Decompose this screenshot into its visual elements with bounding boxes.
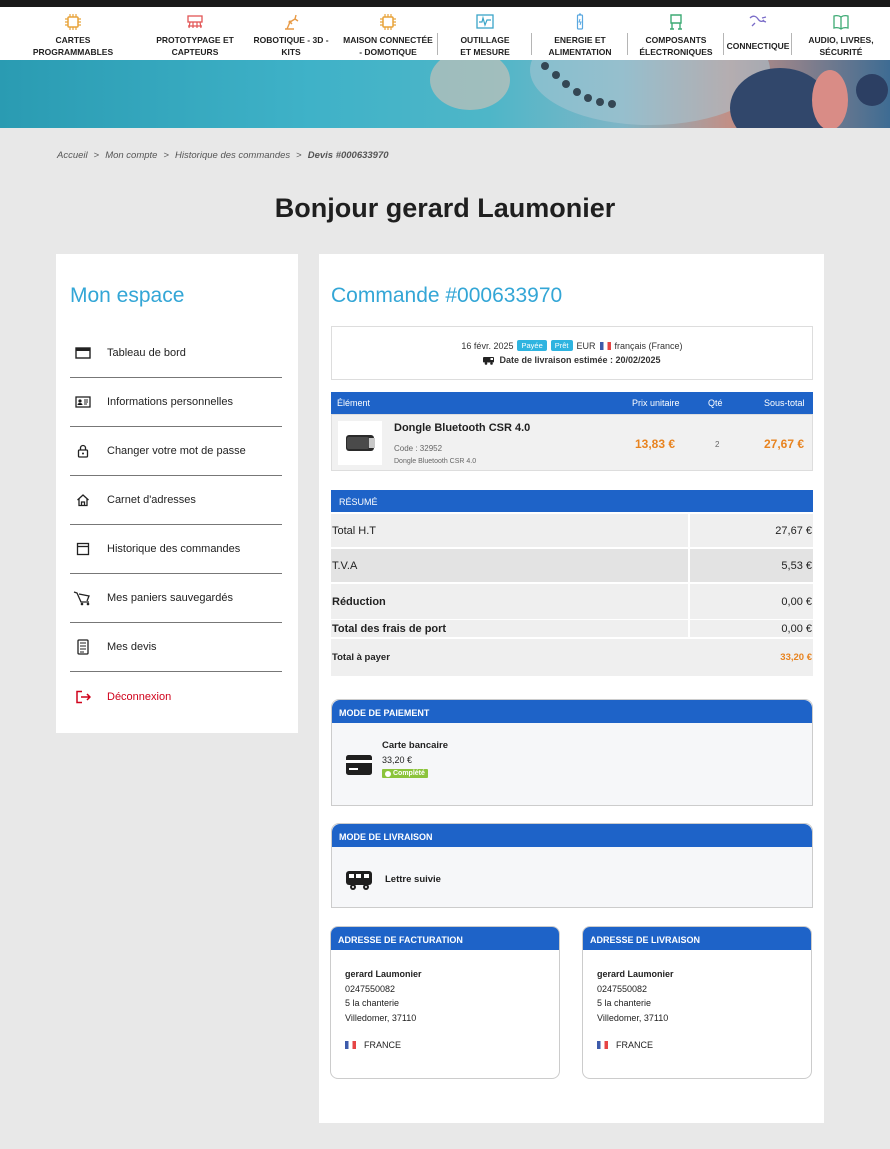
summary-label: Total à payer [332, 652, 390, 663]
sidebar-item-label: Carnet d'adresses [107, 494, 196, 506]
shipping-address-header: ADRESSE DE LIVRAISON [583, 927, 811, 950]
payment-status-badge [382, 769, 428, 778]
sidebar-item-dashboard[interactable] [70, 329, 282, 378]
summary-label: Réduction [332, 595, 386, 608]
sidebar-item-label: Mes devis [107, 641, 157, 653]
summary-label: Total des frais de port [332, 622, 447, 635]
breadcrumb [57, 150, 389, 161]
col-unit-price: Prix unitaire [632, 398, 680, 408]
nav-connectique[interactable] [724, 7, 792, 60]
summary-row-total-ht [331, 514, 813, 547]
home-icon [73, 490, 93, 510]
col-subtotal: Sous-total [764, 398, 805, 408]
nav-label: MAISON CONNECTÉE - DOMOTIQUE [343, 35, 433, 57]
summary-value: 27,67 € [688, 514, 813, 547]
sidebar-item-label: Mes paniers sauvegardés [107, 592, 233, 604]
archive-icon [73, 539, 93, 559]
shipping-header: MODE DE LIVRAISON [332, 824, 812, 847]
battery-icon [570, 12, 590, 32]
payment-status: Complété [393, 770, 425, 777]
sidebar-item-label: Changer votre mot de passe [107, 445, 246, 457]
breadcrumb-home[interactable]: Accueil [57, 150, 88, 161]
truck-icon [483, 356, 495, 365]
sidebar-item-addresses[interactable] [70, 476, 282, 525]
shipping-city: Villedomer, 37110 [597, 1012, 669, 1023]
cable-icon [748, 12, 768, 32]
robot-arm-icon [281, 12, 301, 32]
nav-label: ENERGIE ET ALIMENTATION [548, 35, 612, 57]
product-image[interactable] [338, 421, 382, 465]
book-icon [831, 12, 851, 32]
shipping-name: gerard Laumonier [597, 969, 674, 979]
billing-header: ADRESSE DE FACTURATION [331, 927, 559, 950]
col-qty: Qté [708, 398, 723, 408]
table-row [331, 414, 813, 471]
france-flag-icon [345, 1041, 356, 1049]
sidebar-item-order-history[interactable] [70, 525, 282, 574]
payment-header: MODE DE PAIEMENT [332, 700, 812, 723]
billing-country [345, 1040, 401, 1050]
shipping-phone: 0247550082 [597, 983, 648, 994]
billing-street: 5 la chanterie [345, 998, 400, 1008]
delivery-truck-icon [346, 869, 374, 891]
nav-cartes-programmables[interactable] [0, 7, 146, 60]
order-currency: EUR [576, 340, 596, 351]
sidebar-item-saved-carts[interactable] [70, 574, 282, 623]
product-name[interactable]: Dongle Bluetooth CSR 4.0 [394, 422, 531, 434]
oscilloscope-icon [475, 12, 495, 32]
nav-label: AUDIO, LIVRES, SÉCURITÉ [808, 35, 874, 57]
order-info [331, 326, 813, 380]
chip-icon [63, 12, 83, 32]
summary-row-tva [331, 549, 813, 582]
shipping-country-label: FRANCE [616, 1040, 654, 1050]
france-flag-icon [597, 1041, 608, 1049]
shipping-address-panel [582, 926, 812, 1079]
nav-label: COMPOSANTS ÉLECTRONIQUES [639, 35, 713, 57]
nav-outillage[interactable] [438, 7, 532, 60]
france-flag-icon [600, 342, 611, 350]
sidebar-item-quotes[interactable] [70, 623, 282, 672]
summary-value: 5,53 € [688, 549, 813, 582]
status-badge-ready: Prêt [551, 340, 573, 351]
credit-card-icon [346, 755, 372, 775]
summary-header: RÉSUMÉ [331, 490, 813, 512]
page-title: Bonjour gerard Laumonier [274, 193, 616, 223]
sidebar-item-label: Historique des commandes [107, 543, 241, 555]
order-language: français (France) [614, 340, 683, 351]
billing-address [345, 967, 422, 1025]
breadcrumb-account[interactable]: Mon compte [105, 150, 158, 161]
smart-home-icon [378, 12, 398, 32]
breadcrumb-separator: > [296, 150, 302, 161]
nav-audio[interactable] [792, 7, 890, 60]
breadcrumb-separator: > [163, 150, 170, 161]
breadcrumb-history[interactable]: Historique des commandes [175, 150, 291, 161]
breadcrumb-separator: > [93, 150, 100, 161]
delivery-estimate: Date de livraison estimée : 20/02/2025 [499, 355, 661, 365]
sidebar-item-password[interactable] [70, 427, 282, 476]
id-card-icon [73, 392, 93, 412]
nav-prototypage[interactable] [146, 7, 244, 60]
product-desc: Dongle Bluetooth CSR 4.0 [394, 458, 477, 465]
summary-label: Total H.T [332, 524, 377, 537]
billing-name: gerard Laumonier [345, 969, 422, 979]
sidebar-item-label: Informations personnelles [107, 396, 233, 408]
payment-method: Carte bancaire [382, 740, 449, 751]
nav-label: CARTES PROGRAMMABLES [32, 35, 114, 57]
sidebar-item-logout[interactable] [70, 672, 282, 721]
shipping-method: Lettre suivie [385, 874, 441, 885]
nav-composants[interactable] [628, 7, 724, 60]
nav-energie[interactable] [532, 7, 628, 60]
billing-city: Villedomer, 37110 [345, 1012, 417, 1023]
sidebar-item-label: Tableau de bord [107, 347, 186, 359]
nav-label: OUTILLAGE ET MESURE [460, 35, 510, 57]
billing-phone: 0247550082 [345, 983, 396, 994]
payment-amount: 33,20 € [382, 755, 413, 765]
billing-country-label: FRANCE [364, 1040, 402, 1050]
shipping-address [597, 967, 674, 1025]
subtotal: 27,67 € [764, 437, 805, 451]
status-badge-paid: Payée [517, 340, 546, 351]
nav-label: CONNECTIQUE [726, 41, 790, 51]
sidebar-title: Mon espace [70, 284, 185, 307]
account-sidebar [56, 254, 298, 733]
order-title: Commande #000633970 [331, 284, 563, 307]
items-table-header [331, 392, 813, 414]
hero-banner [0, 60, 890, 128]
shipping-country [597, 1040, 653, 1050]
unit-price: 13,83 € [635, 437, 676, 451]
nav-label: PROTOTYPAGE ET CAPTEURS [156, 35, 234, 57]
nav-maison[interactable] [338, 7, 438, 60]
shipping-panel [331, 823, 813, 908]
summary-label: T.V.A [332, 559, 358, 572]
summary-row-shipping [331, 620, 813, 637]
lock-icon [73, 441, 93, 461]
breadboard-icon [185, 12, 205, 32]
dashboard-icon [73, 343, 93, 363]
category-nav [0, 7, 890, 60]
breadcrumb-current: Devis #000633970 [307, 150, 389, 161]
quantity: 2 [715, 440, 720, 449]
summary-value: 0,00 € [688, 584, 813, 619]
nav-label: ROBOTIQUE - 3D - KITS [253, 35, 329, 57]
shipping-street: 5 la chanterie [597, 998, 652, 1008]
logout-icon [73, 687, 93, 707]
component-icon [666, 12, 686, 32]
billing-address-panel [330, 926, 560, 1079]
order-panel [319, 254, 824, 1123]
payment-panel [331, 699, 813, 806]
top-strip [0, 0, 890, 7]
summary-row-total [331, 639, 813, 676]
sidebar-item-personal-info[interactable] [70, 378, 282, 427]
cart-icon [73, 588, 93, 608]
summary-total-value: 33,20 € [780, 652, 812, 663]
sidebar-item-label: Déconnexion [107, 690, 172, 703]
product-code: Code : 32952 [394, 444, 443, 453]
document-icon [73, 637, 93, 657]
nav-robotique[interactable] [244, 7, 338, 60]
order-date: 16 févr. 2025 [461, 340, 514, 351]
check-circle-icon [385, 771, 391, 777]
col-element: Élément [337, 398, 371, 408]
summary-value: 0,00 € [688, 620, 813, 637]
summary-row-reduction [331, 584, 813, 619]
